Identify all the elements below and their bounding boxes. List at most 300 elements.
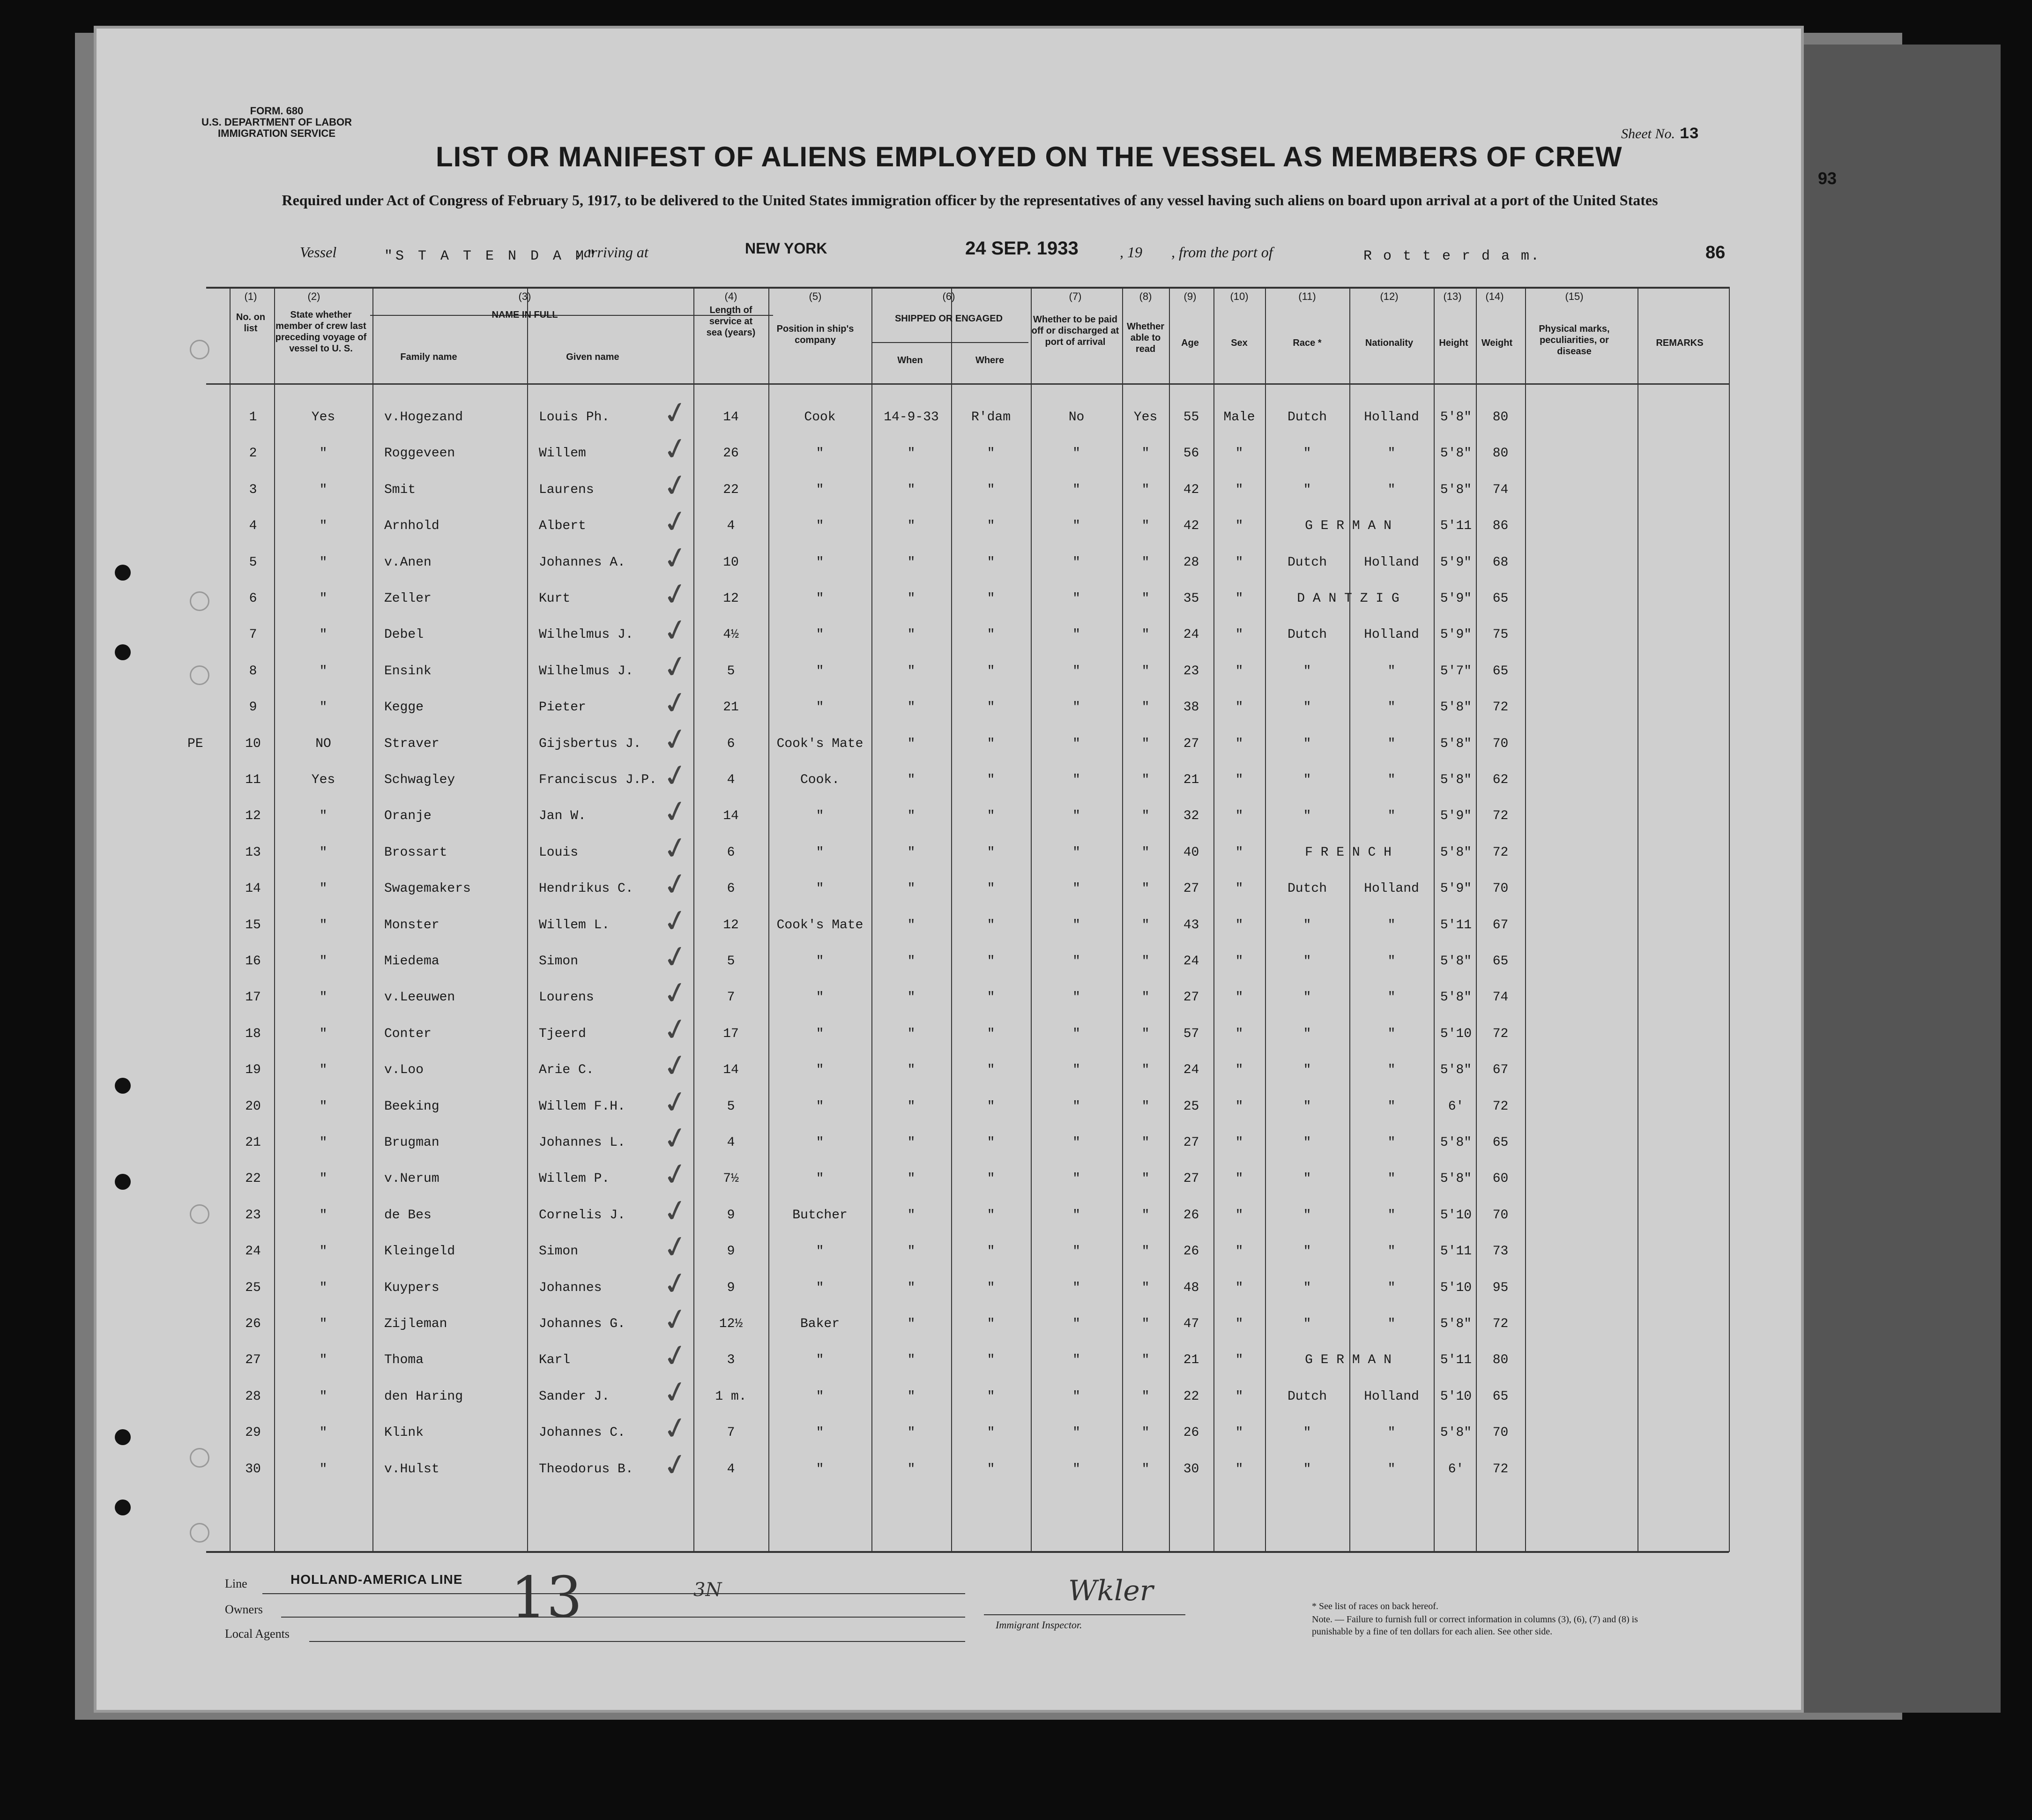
cell-prev: " xyxy=(319,1353,328,1368)
cell-read: Yes xyxy=(1133,410,1158,425)
check-mark-icon: ✓ xyxy=(659,1300,692,1340)
cell-prev: " xyxy=(319,446,328,461)
cell-weight: 62 xyxy=(1492,773,1509,787)
cell-position: " xyxy=(816,664,824,679)
cell-given: Franciscus J.P. xyxy=(539,773,657,787)
cell-service: 4 xyxy=(727,519,735,534)
page-title: LIST OR MANIFEST OF ALIENS EMPLOYED ON THE VESSEL AS MEMBERS OF CREW xyxy=(436,141,1623,172)
cell-family: Conter xyxy=(384,1026,432,1041)
cell-nat: " xyxy=(1387,1026,1396,1041)
cell-read: " xyxy=(1141,519,1150,534)
col-header-race: Race * xyxy=(1293,338,1322,348)
check-mark-icon: ✓ xyxy=(659,394,692,433)
col-num: (4) xyxy=(724,291,737,302)
page-number: 93 xyxy=(1818,169,1837,188)
cell-where: " xyxy=(987,482,995,497)
cell-family: Brossart xyxy=(384,845,447,860)
check-mark-icon: ✓ xyxy=(659,865,692,904)
cell-paid: No xyxy=(1068,410,1085,425)
cell-no: 30 xyxy=(245,1462,261,1477)
col-num: (6) xyxy=(942,291,955,302)
punch-ring xyxy=(190,1204,209,1224)
cell-given: Gijsbertus J. xyxy=(539,736,641,751)
cell-sex: " xyxy=(1235,1026,1243,1041)
cell-family: Straver xyxy=(384,736,439,751)
cell-sex: " xyxy=(1235,700,1243,715)
cell-read: " xyxy=(1141,1462,1150,1477)
cell-where: " xyxy=(987,1026,995,1041)
cell-service: 17 xyxy=(723,1026,739,1041)
cell-read: " xyxy=(1141,1135,1150,1150)
cell-prev: " xyxy=(319,1425,328,1440)
cell-race: " xyxy=(1303,1280,1311,1295)
cell-weight: 70 xyxy=(1492,1208,1509,1223)
cell-read: " xyxy=(1141,1317,1150,1331)
form-identifier xyxy=(201,105,352,139)
check-mark-icon: ✓ xyxy=(659,430,692,470)
col-header-physical-marks: Physical marks, peculiarities, or disease xyxy=(1539,324,1610,357)
cell-sex: " xyxy=(1235,627,1243,642)
cell-where: " xyxy=(987,1425,995,1440)
cell-family: Thoma xyxy=(384,1353,424,1368)
cell-service: 4 xyxy=(727,1462,735,1477)
cell-no: 9 xyxy=(249,700,257,715)
cell-given: Cornelis J. xyxy=(539,1208,625,1223)
cell-read: " xyxy=(1141,664,1150,679)
cell-prev: " xyxy=(319,1280,328,1295)
cell-nat: " xyxy=(1387,700,1396,715)
cell-position: " xyxy=(816,1425,824,1440)
cell-when: " xyxy=(907,1280,916,1295)
column-rule xyxy=(871,287,872,1552)
cell-height: 5'10 xyxy=(1440,1389,1472,1404)
cell-sex: " xyxy=(1235,881,1243,896)
cell-height: 5'8" xyxy=(1440,954,1472,969)
cell-nat: " xyxy=(1387,773,1396,787)
cell-nat: " xyxy=(1387,482,1396,497)
cell-height: 5'8" xyxy=(1440,773,1472,787)
cell-when: " xyxy=(907,1026,916,1041)
cell-service: 7 xyxy=(727,990,735,1005)
cell-given: Albert xyxy=(539,519,586,534)
cell-where: " xyxy=(987,1099,995,1114)
line-label: Line xyxy=(225,1577,247,1590)
arrival-date: 24 SEP. 1933 xyxy=(965,238,1079,259)
cell-height: 5'9" xyxy=(1440,555,1472,570)
cell-read: " xyxy=(1141,1389,1150,1404)
cell-nat: " xyxy=(1387,736,1396,751)
check-mark-icon: ✓ xyxy=(659,1010,692,1050)
cell-weight: 80 xyxy=(1492,410,1509,425)
cell-prev: " xyxy=(319,664,328,679)
column-rule xyxy=(1525,287,1526,1552)
col-num: (8) xyxy=(1139,291,1152,302)
cell-prev: " xyxy=(319,845,328,860)
col-num: (13) xyxy=(1443,291,1462,302)
column-rule xyxy=(372,287,373,1552)
cell-age: 57 xyxy=(1183,1026,1199,1041)
cell-where: " xyxy=(987,664,995,679)
cell-family: Kleingeld xyxy=(384,1244,455,1259)
cell-race: " xyxy=(1303,1171,1311,1186)
cell-weight: 72 xyxy=(1492,845,1509,860)
check-mark-icon: ✓ xyxy=(659,538,692,578)
cell-where: " xyxy=(987,1280,995,1295)
cell-prev: " xyxy=(319,1462,328,1477)
cell-prev: " xyxy=(319,1208,328,1223)
cell-service: 6 xyxy=(727,845,735,860)
cell-given: Johannes G. xyxy=(539,1317,625,1331)
cell-position: " xyxy=(816,482,824,497)
cell-race: " xyxy=(1303,1425,1311,1440)
cell-position: " xyxy=(816,1026,824,1041)
col-num: (7) xyxy=(1069,291,1082,302)
column-rule xyxy=(1122,287,1123,1552)
cell-weight: 70 xyxy=(1492,1425,1509,1440)
cell-nat: " xyxy=(1387,446,1396,461)
cell-age: 26 xyxy=(1183,1208,1199,1223)
cell-sex: " xyxy=(1235,482,1243,497)
cell-prev: " xyxy=(319,591,328,606)
cell-age: 47 xyxy=(1183,1317,1199,1331)
cell-no: 2 xyxy=(249,446,257,461)
cell-race: G E R M A N xyxy=(1305,519,1392,534)
col-header-age: Age xyxy=(1181,338,1199,348)
col-header-nationality: Nationality xyxy=(1365,338,1414,348)
cell-where: " xyxy=(987,446,995,461)
line-value: HOLLAND-AMERICA LINE xyxy=(290,1572,463,1587)
cell-when: " xyxy=(907,1135,916,1150)
cell-nat: Holland xyxy=(1364,627,1419,642)
cell-when: " xyxy=(907,773,916,787)
cell-read: " xyxy=(1141,954,1150,969)
cell-age: 24 xyxy=(1183,627,1199,642)
cell-service: 10 xyxy=(723,555,739,570)
cell-prev: " xyxy=(319,1099,328,1114)
cell-position: " xyxy=(816,990,824,1005)
cell-sex: " xyxy=(1235,1135,1243,1150)
cell-sex: " xyxy=(1235,954,1243,969)
cell-position: " xyxy=(816,881,824,896)
binder-hole xyxy=(115,1429,131,1445)
cell-nat: " xyxy=(1387,1462,1396,1477)
check-mark-icon: ✓ xyxy=(659,1119,692,1158)
cell-when: " xyxy=(907,990,916,1005)
check-mark-icon: ✓ xyxy=(659,684,692,723)
cell-given: Karl xyxy=(539,1353,571,1368)
cell-service: 4½ xyxy=(723,627,739,642)
cell-no: 27 xyxy=(245,1353,261,1368)
cell-family: Kuypers xyxy=(384,1280,439,1295)
cell-age: 27 xyxy=(1183,1171,1199,1186)
cell-given: Sander J. xyxy=(539,1389,610,1404)
cell-read: " xyxy=(1141,1099,1150,1114)
cell-sex: " xyxy=(1235,1462,1243,1477)
cell-when: " xyxy=(907,1462,916,1477)
cell-paid: " xyxy=(1072,809,1080,824)
cell-sex: " xyxy=(1235,591,1243,606)
cell-nat: Holland xyxy=(1364,410,1419,425)
cell-where: " xyxy=(987,990,995,1005)
cell-nat: " xyxy=(1387,1280,1396,1295)
cell-race: " xyxy=(1303,446,1311,461)
cell-no: 3 xyxy=(249,482,257,497)
cell-prev: " xyxy=(319,1135,328,1150)
binder-hole xyxy=(115,565,131,581)
cell-position: " xyxy=(816,1280,824,1295)
check-mark-icon: ✓ xyxy=(659,1409,692,1448)
cell-family: den Haring xyxy=(384,1389,463,1404)
cell-race: Dutch xyxy=(1287,881,1327,896)
cell-service: 1 m. xyxy=(715,1389,747,1404)
cell-paid: " xyxy=(1072,1353,1080,1368)
cell-where: " xyxy=(987,1063,995,1078)
cell-read: " xyxy=(1141,1244,1150,1259)
check-mark-icon: ✓ xyxy=(659,756,692,796)
col-header-remarks: REMARKS xyxy=(1656,338,1704,348)
cell-race: G E R M A N xyxy=(1305,1353,1392,1368)
cell-no: 24 xyxy=(245,1244,261,1259)
cell-height: 5'8" xyxy=(1440,1135,1472,1150)
cell-weight: 65 xyxy=(1492,954,1509,969)
col-header-prev-voyage: State whether member of crew last preceding voyage of vessel to U. S. xyxy=(275,310,367,354)
cell-prev: " xyxy=(319,881,328,896)
form-service: IMMIGRATION SERVICE xyxy=(218,127,335,139)
cell-given: Wilhelmus J. xyxy=(539,664,633,679)
col-header-where: Where xyxy=(975,355,1005,365)
cell-nat: Holland xyxy=(1364,555,1419,570)
cell-service: 12½ xyxy=(719,1317,743,1331)
cell-position: " xyxy=(816,700,824,715)
cell-family: v.Nerum xyxy=(384,1171,439,1186)
cell-when: " xyxy=(907,627,916,642)
cell-paid: " xyxy=(1072,591,1080,606)
col-header-name: NAME IN FULL xyxy=(491,310,558,320)
cell-weight: 80 xyxy=(1492,1353,1509,1368)
cell-when: " xyxy=(907,917,916,932)
cell-given: Simon xyxy=(539,1244,579,1259)
cell-position: " xyxy=(816,555,824,570)
cell-height: 5'10 xyxy=(1440,1208,1472,1223)
cell-paid: " xyxy=(1072,1063,1080,1078)
cell-when: " xyxy=(907,1389,916,1404)
cell-age: 24 xyxy=(1183,954,1199,969)
cell-sex: " xyxy=(1235,736,1243,751)
cell-sex: " xyxy=(1235,1171,1243,1186)
col-num: (1) xyxy=(244,291,257,302)
cell-race: " xyxy=(1303,482,1311,497)
col-num: (11) xyxy=(1298,291,1316,302)
check-mark-icon: ✓ xyxy=(659,829,692,868)
punch-ring xyxy=(190,665,209,685)
cell-given: Kurt xyxy=(539,591,571,606)
cell-given: Jan W. xyxy=(539,809,586,824)
cell-given: Lourens xyxy=(539,990,594,1005)
cell-position: " xyxy=(816,446,824,461)
col-header-given: Given name xyxy=(566,352,619,362)
cell-paid: " xyxy=(1072,1026,1080,1041)
cell-age: 40 xyxy=(1183,845,1199,860)
cell-paid: " xyxy=(1072,664,1080,679)
cell-race: " xyxy=(1303,1063,1311,1078)
cell-sex: " xyxy=(1235,809,1243,824)
cell-age: 43 xyxy=(1183,917,1199,932)
cell-prev: " xyxy=(319,555,328,570)
cell-family: Ensink xyxy=(384,664,432,679)
cell-given: Louis xyxy=(539,845,579,860)
cell-paid: " xyxy=(1072,519,1080,534)
cell-given: Louis Ph. xyxy=(539,410,610,425)
cell-nat: " xyxy=(1387,1171,1396,1186)
col-header-position: Position in ship's company xyxy=(776,324,854,345)
cell-age: 21 xyxy=(1183,1353,1199,1368)
cell-weight: 72 xyxy=(1492,1317,1509,1331)
cell-family: Monster xyxy=(384,917,439,932)
cell-where: " xyxy=(987,519,995,534)
cell-family: Klink xyxy=(384,1425,424,1440)
cell-age: 56 xyxy=(1183,446,1199,461)
cell-when: " xyxy=(907,446,916,461)
check-mark-icon: ✓ xyxy=(659,466,692,506)
cell-family: Arnhold xyxy=(384,519,439,534)
cell-position: " xyxy=(816,809,824,824)
cell-position: Cook's Mate xyxy=(776,736,863,751)
cell-sex: Male xyxy=(1223,410,1255,425)
cell-height: 5'8" xyxy=(1440,736,1472,751)
check-mark-icon: ✓ xyxy=(659,502,692,542)
cell-height: 5'8" xyxy=(1440,1425,1472,1440)
cell-read: " xyxy=(1141,1280,1150,1295)
cell-when: " xyxy=(907,519,916,534)
cell-position: " xyxy=(816,519,824,534)
cell-race: " xyxy=(1303,700,1311,715)
cell-prev: " xyxy=(319,1026,328,1041)
cell-nat: Holland xyxy=(1364,1389,1419,1404)
cell-prev: " xyxy=(319,700,328,715)
cell-weight: 74 xyxy=(1492,990,1509,1005)
cell-weight: 65 xyxy=(1492,1389,1509,1404)
cell-race: " xyxy=(1303,664,1311,679)
cell-age: 23 xyxy=(1183,664,1199,679)
cell-weight: 72 xyxy=(1492,1462,1509,1477)
cell-age: 27 xyxy=(1183,881,1199,896)
cell-race: " xyxy=(1303,1135,1311,1150)
cell-height: 5'11 xyxy=(1440,1244,1472,1259)
cell-weight: 72 xyxy=(1492,809,1509,824)
cell-paid: " xyxy=(1072,1389,1080,1404)
cell-when: " xyxy=(907,482,916,497)
sheet-number-label: Sheet No. xyxy=(1621,126,1675,142)
cell-weight: 67 xyxy=(1492,917,1509,932)
cell-given: Arie C. xyxy=(539,1063,594,1078)
cell-service: 5 xyxy=(727,954,735,969)
arriving-label: , arriving at xyxy=(576,244,648,261)
cell-no: 1 xyxy=(249,410,257,425)
cell-where: " xyxy=(987,1462,995,1477)
cell-no: 14 xyxy=(245,881,261,896)
col-header-family: Family name xyxy=(400,352,457,362)
margin-mark: PE xyxy=(187,736,203,751)
cell-age: 25 xyxy=(1183,1099,1199,1114)
cell-when: " xyxy=(907,591,916,606)
vessel-name: "S T A T E N D A M" xyxy=(384,248,598,264)
cell-age: 30 xyxy=(1183,1462,1199,1477)
cell-age: 21 xyxy=(1183,773,1199,787)
cell-prev: NO xyxy=(315,736,331,751)
cell-family: Zeller xyxy=(384,591,432,606)
cell-paid: " xyxy=(1072,1280,1080,1295)
cell-weight: 67 xyxy=(1492,1063,1509,1078)
cell-age: 27 xyxy=(1183,1135,1199,1150)
cell-family: Roggeveen xyxy=(384,446,455,461)
cell-race: D A N T Z I G xyxy=(1297,591,1399,606)
cell-given: Willem L. xyxy=(539,917,610,932)
column-rule xyxy=(1729,287,1730,1552)
cell-weight: 70 xyxy=(1492,736,1509,751)
table-bottom-rule xyxy=(206,1551,1729,1553)
cell-service: 4 xyxy=(727,773,735,787)
cell-given: Johannes L. xyxy=(539,1135,625,1150)
cell-prev: " xyxy=(319,519,328,534)
cell-where: " xyxy=(987,591,995,606)
cell-race: " xyxy=(1303,773,1311,787)
binder-hole xyxy=(115,644,131,660)
column-rule xyxy=(527,287,528,1552)
column-rule xyxy=(274,287,275,1552)
cell-family: Oranje xyxy=(384,809,432,824)
cell-weight: 73 xyxy=(1492,1244,1509,1259)
cell-when: " xyxy=(907,664,916,679)
cell-weight: 65 xyxy=(1492,1135,1509,1150)
cell-prev: " xyxy=(319,1244,328,1259)
owners-label: Owners xyxy=(225,1603,263,1616)
year-label: , 19 xyxy=(1120,244,1142,261)
cell-when: " xyxy=(907,809,916,824)
cell-sex: " xyxy=(1235,519,1243,534)
cell-read: " xyxy=(1141,990,1150,1005)
header-bottom-rule xyxy=(206,383,1729,385)
cell-paid: " xyxy=(1072,736,1080,751)
table-top-rule xyxy=(206,287,1729,289)
cell-position: Cook. xyxy=(800,773,840,787)
cell-read: " xyxy=(1141,1026,1150,1041)
cell-weight: 72 xyxy=(1492,700,1509,715)
cell-nat: " xyxy=(1387,664,1396,679)
cell-sex: " xyxy=(1235,773,1243,787)
cell-prev: " xyxy=(319,1171,328,1186)
cell-given: Simon xyxy=(539,954,579,969)
cell-read: " xyxy=(1141,1425,1150,1440)
check-mark-icon: ✓ xyxy=(659,1082,692,1122)
cell-when: " xyxy=(907,1353,916,1368)
cell-family: v.Anen xyxy=(384,555,432,570)
cell-position: " xyxy=(816,591,824,606)
col-header-able-read: Whether able to read xyxy=(1127,321,1164,354)
cell-when: " xyxy=(907,700,916,715)
cell-read: " xyxy=(1141,845,1150,860)
check-mark-icon: ✓ xyxy=(659,974,692,1014)
cell-read: " xyxy=(1141,591,1150,606)
check-mark-icon: ✓ xyxy=(659,901,692,941)
cell-when: 14-9-33 xyxy=(884,410,939,425)
cell-position: " xyxy=(816,1063,824,1078)
cell-service: 7 xyxy=(727,1425,735,1440)
col-num: (14) xyxy=(1485,291,1504,302)
form-number: FORM. 680 xyxy=(250,105,304,117)
cell-race: Dutch xyxy=(1287,627,1327,642)
column-rule xyxy=(1434,287,1435,1552)
cell-sex: " xyxy=(1235,990,1243,1005)
